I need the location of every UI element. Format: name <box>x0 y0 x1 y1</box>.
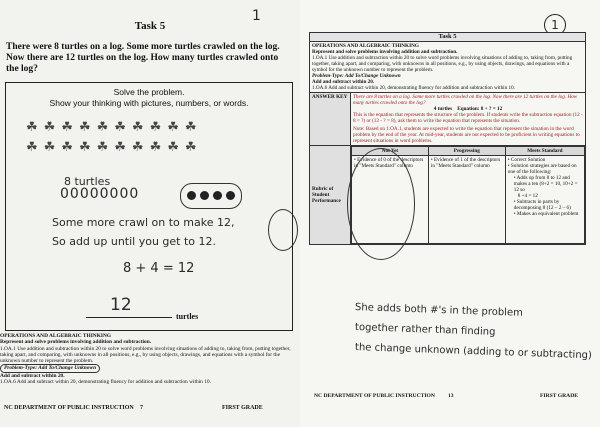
problem-type: Problem-Type: Add To/Change Unknown <box>0 364 100 372</box>
not-yet-text: Evidence of 0 of the descriptors in "Meets Standard" column <box>354 157 424 169</box>
answer-unit: turtles <box>176 312 199 321</box>
standard-oa1: 1.OA.1 Use addition and subtraction within 20 to solve word problems involving situations of adding to, taking from, putting together, taking apart, and comparing, with unknowns in all positions, e.g., by using objects, drawings, and equations with a symbol for the unknown number to represent the problem. <box>0 345 291 365</box>
standard-oa6: 1.OA.6 Add and subtract within 20, demonstrating fluency for addition and subtraction within 10. <box>0 379 211 386</box>
answer-key-cell <box>351 93 586 146</box>
progressing-descriptor: • Evidence of 1 of the descriptors in "Meets Standard" column <box>428 156 505 244</box>
student-work-box <box>5 82 293 331</box>
turtle-drawings-row-1: ☘☘☘☘☘☘☘☘☘☘ <box>26 119 203 134</box>
col-meets-standard: Meets Standard <box>505 147 584 156</box>
meets-item-text: Solution strategies are based on one of the following: <box>507 163 577 175</box>
standard-subheading: Represent and solve problems involving addition and subtraction. <box>312 49 458 55</box>
turtle-drawings-row-2: ☘☘☘☘☘☘☘☘☘☘ <box>26 139 203 154</box>
not-yet-descriptor: • Evidence of 0 of the descriptors in "Meets Standard" column <box>352 156 429 244</box>
footer-department: NC DEPARTMENT OF PUBLIC INSTRUCTION <box>314 393 435 399</box>
handwritten-line-2: So add up until you get to 12. <box>52 235 217 248</box>
standard-add-subtract: Add and subtract within 20. <box>0 372 65 379</box>
standard-heading: OPERATIONS AND ALGEBRAIC THINKING <box>0 333 112 339</box>
meets-item: • Makes an equivalent problem <box>513 211 579 217</box>
meets-item-text: Makes an equivalent problem <box>516 211 579 217</box>
meets-item: • Subtracts in parts by decomposing 8 (12 – 2 – 6) <box>513 199 571 211</box>
footer-grade: FIRST GRADE <box>540 393 578 399</box>
handwritten-line-1: Some more crawl on to make 12, <box>52 216 235 229</box>
footer-department: NC DEPARTMENT OF PUBLIC INSTRUCTION <box>4 405 134 411</box>
meets-item: • Correct Solution <box>507 157 546 163</box>
standard-add-subtract: Add and subtract within 20. <box>312 79 375 85</box>
explanation-bracket <box>268 209 298 251</box>
footer-page-number: 7 <box>140 405 143 411</box>
word-problem: There were 8 turtles on a log. Some more turtles crawled on the log. Now there are 12 turtles on the log. How many turtles crawled onto the log? <box>6 42 280 74</box>
meets-descriptor <box>505 156 584 244</box>
answer-key-equation: Equation: 8 + ? = 12 <box>457 106 503 112</box>
teacher-circle-mark <box>347 148 415 260</box>
teacher-note-line-3: the change unknown (adding to or subtracting) <box>354 342 593 362</box>
task-title: Task 5 <box>310 33 586 42</box>
handwritten-8-turtles: 8 turtles <box>64 175 111 188</box>
col-not-yet: Not Yet <box>352 147 429 156</box>
footer-grade: FIRST GRADE <box>222 405 263 411</box>
answer-key-problem: There are 8 turtles on a log. Some more turtles crawled on the log. Now there are 12 turtles on the log. How many turtles crawled onto the log? <box>353 94 578 106</box>
standard-subheading: Represent and solve problems involving addition and subtraction. <box>0 339 152 346</box>
meets-item: • Solution strategies are based on one of the following: <box>507 163 577 175</box>
teacher-note-line-1: She adds both #'s in the problem <box>354 302 524 319</box>
page-mark: 1 <box>252 8 261 24</box>
meets-item-text: Subtracts in parts by decomposing 8 (12 – 2 – 6) <box>513 199 571 211</box>
page-mark: 1 <box>544 14 566 36</box>
answer-key-note: Note: Based on 1.OA.1, students are expected to write the equation that represent the situation in the word problem by the end of the year. At mid-year, students are not expected to be proficient in writing equations to represent situations in word problems. <box>353 126 580 144</box>
work-prompt <box>6 87 292 109</box>
standard-oa1: 1.OA.1 Use addition and subtraction within 20 to solve word problems involving situations of adding to, taking from, putting together, taking apart, and comparing, with unknowns in all positions, e.g., by using objects, drawings, and equations with a symbol for the unknown number to represent the problem. <box>312 55 573 73</box>
meets-item-text: Correct Solution <box>510 157 546 163</box>
dot <box>187 191 196 200</box>
handwritten-answer: 12 <box>110 295 132 315</box>
dot <box>213 191 222 200</box>
footer-page-number: 13 <box>448 393 454 399</box>
answer-key-answer: 4 turtles <box>433 106 453 112</box>
meets-item-text: 8 +4 = 12 <box>517 193 538 199</box>
answer-line <box>86 317 172 318</box>
standards-block <box>0 333 298 385</box>
prompt-line-1: Solve the problem. <box>113 87 185 97</box>
rubric-label: Rubric of Student Performance <box>310 146 351 245</box>
four-filled-dots <box>180 183 242 209</box>
standard-oa6: 1.OA.6 Add and subtract within 20, demonstrating fluency for addition and subtraction within 10. <box>312 85 515 91</box>
task-title: Task 5 <box>134 20 166 32</box>
answer-key-label: ANSWER KEY <box>310 93 351 146</box>
meets-item-text: Adds up from 8 to 12 and makes a ten (8+2 = 10, 10+2 = 12 so <box>513 175 578 193</box>
problem-type: Problem-Type: Add To/Change Unknown <box>312 73 401 79</box>
handwritten-circles: 00000000 <box>60 186 140 202</box>
col-progressing: Progressing <box>428 147 505 156</box>
progressing-text: Evidence of 1 of the descriptors in "Meets Standard" column <box>430 157 501 169</box>
handwritten-equation: 8 + 4 = 12 <box>123 261 195 276</box>
prompt-line-2: Show your thinking with pictures, numbers, or words. <box>49 98 249 108</box>
standards-cell <box>310 42 586 93</box>
answer-key-explanation: This is the equation that represents the structure of the problem. If students write the subtraction equation (12 - 8 = ?) or (12 - ? = 8), ask them to write the equation that represents the situation. <box>353 112 583 124</box>
answer-key-page <box>300 0 600 427</box>
teacher-note-line-2: together rather than finding <box>354 322 496 338</box>
dot <box>226 191 235 200</box>
standard-heading: OPERATIONS AND ALGEBRAIC THINKING <box>312 43 419 49</box>
dot <box>200 191 209 200</box>
meets-item: • Adds up from 8 to 12 and makes a ten (8+2 = 10, 10+2 = 12 so <box>513 175 578 193</box>
